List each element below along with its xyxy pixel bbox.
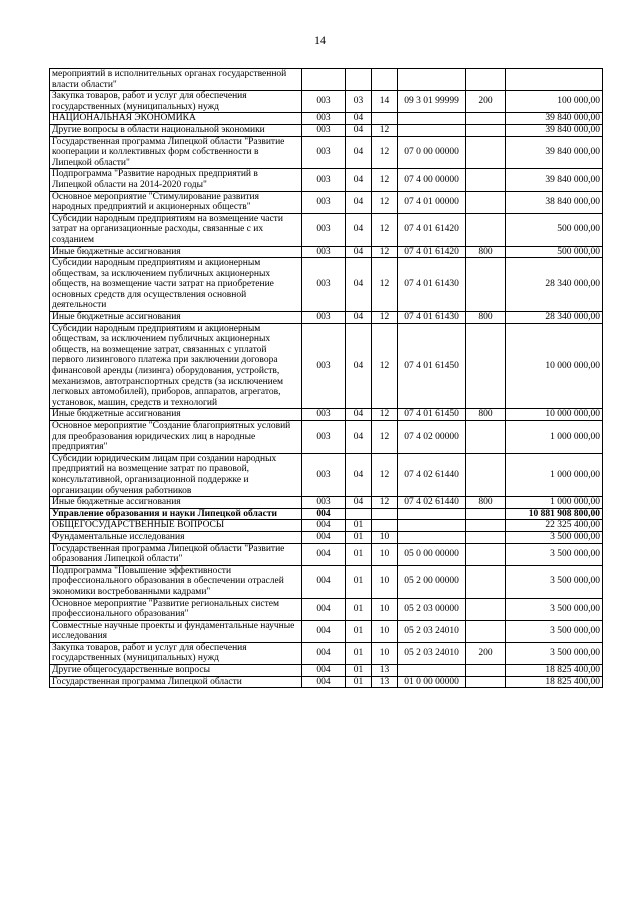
cell-expense-type: [466, 676, 506, 688]
cell-ministry-code: 004: [302, 620, 346, 642]
cell-section-code: 04: [346, 246, 372, 258]
cell-amount: 1 000 000,00: [506, 421, 603, 454]
page-number: 14: [314, 33, 326, 47]
table-row: [50, 508, 603, 520]
cell-ministry-code: 003: [302, 409, 346, 421]
cell-ministry-code: 003: [302, 312, 346, 324]
cell-name: Подпрограмма "Повышение эффективности профессионального образования в обеспечении отраслей экономики востребованными кадрами": [50, 565, 302, 598]
cell-section-code: 01: [346, 520, 372, 532]
cell-ministry-code: 003: [302, 169, 346, 191]
cell-ministry-code: 003: [302, 258, 346, 312]
cell-section-code: 04: [346, 497, 372, 509]
cell-target-article: [398, 124, 466, 136]
cell-subsection-code: 12: [372, 213, 398, 246]
cell-name: Иные бюджетные ассигнования: [50, 312, 302, 324]
cell-section-code: 04: [346, 191, 372, 213]
cell-name: Закупка товаров, работ и услуг для обеспечения государственных (муниципальных) нужд: [50, 642, 302, 664]
cell-ministry-code: 003: [302, 453, 346, 496]
cell-expense-type: [466, 113, 506, 125]
cell-expense-type: [466, 620, 506, 642]
cell-name: Иные бюджетные ассигнования: [50, 246, 302, 258]
cell-name: Фундаментальные исследования: [50, 531, 302, 543]
cell-target-article: 05 2 03 24010: [398, 642, 466, 664]
cell-section-code: 04: [346, 453, 372, 496]
table-row: [50, 676, 603, 688]
cell-amount: 100 000,00: [506, 91, 603, 113]
cell-ministry-code: 004: [302, 543, 346, 565]
cell-expense-type: [466, 421, 506, 454]
cell-subsection-code: 10: [372, 531, 398, 543]
cell-subsection-code: 12: [372, 246, 398, 258]
cell-target-article: 07 4 00 00000: [398, 169, 466, 191]
table-row: [50, 665, 603, 677]
cell-expense-type: [466, 258, 506, 312]
cell-subsection-code: 12: [372, 258, 398, 312]
cell-expense-type: [466, 508, 506, 520]
cell-target-article: 09 3 01 99999: [398, 91, 466, 113]
table-row: [50, 91, 603, 113]
cell-ministry-code: 003: [302, 421, 346, 454]
cell-section-code: 03: [346, 91, 372, 113]
cell-subsection-code: [372, 508, 398, 520]
cell-expense-type: [466, 124, 506, 136]
cell-amount: 3 500 000,00: [506, 565, 603, 598]
cell-amount: 3 500 000,00: [506, 543, 603, 565]
cell-target-article: 07 4 01 61430: [398, 258, 466, 312]
cell-section-code: 04: [346, 136, 372, 169]
cell-name: Субсидии народным предприятиям и акционерным обществам, за исключением публичных акционерных обществ, на возмещение части затрат на приобретение основных средств для осуществления основной деятельности: [50, 258, 302, 312]
cell-name: Другие вопросы в области национальной экономики: [50, 124, 302, 136]
cell-amount: 18 825 400,00: [506, 665, 603, 677]
cell-expense-type: [466, 136, 506, 169]
table-row: [50, 312, 603, 324]
table-row: [50, 531, 603, 543]
cell-name: Совместные научные проекты и фундаментальные научные исследования: [50, 620, 302, 642]
cell-target-article: 07 4 01 00000: [398, 191, 466, 213]
table-row: [50, 520, 603, 532]
table-row: [50, 453, 603, 496]
cell-expense-type: [466, 665, 506, 677]
cell-name: ОБЩЕГОСУДАРСТВЕННЫЕ ВОПРОСЫ: [50, 520, 302, 532]
cell-target-article: 07 4 01 61420: [398, 246, 466, 258]
cell-section-code: 04: [346, 409, 372, 421]
cell-expense-type: [466, 69, 506, 91]
cell-name: Субсидии народным предприятиям на возмещение части затрат на организационные расходы, связанные с их созданием: [50, 213, 302, 246]
cell-target-article: [398, 520, 466, 532]
cell-target-article: [398, 69, 466, 91]
table-row: [50, 421, 603, 454]
cell-ministry-code: 004: [302, 642, 346, 664]
cell-section-code: 01: [346, 598, 372, 620]
cell-subsection-code: 12: [372, 124, 398, 136]
cell-amount: 22 325 400,00: [506, 520, 603, 532]
cell-name: Иные бюджетные ассигнования: [50, 497, 302, 509]
cell-expense-type: 800: [466, 312, 506, 324]
cell-expense-type: [466, 598, 506, 620]
cell-section-code: 01: [346, 531, 372, 543]
cell-subsection-code: 13: [372, 676, 398, 688]
cell-amount: 39 840 000,00: [506, 169, 603, 191]
cell-subsection-code: 12: [372, 136, 398, 169]
cell-name: Иные бюджетные ассигнования: [50, 409, 302, 421]
cell-ministry-code: 003: [302, 246, 346, 258]
cell-section-code: 01: [346, 565, 372, 598]
cell-subsection-code: 10: [372, 598, 398, 620]
cell-amount: 39 840 000,00: [506, 113, 603, 125]
cell-name: Субсидии народным предприятиям и акционерным обществам, за исключением публичных акционерных обществ, на возмещение затрат, связанных с уплатой первого лизингового платежа при заключении договора финансовой аренды (лизинга) оборудования, устройств, механизмов, автотранспортных средств (за исключением легковых автомобилей), приборов, аппаратов, агрегатов, установок, машин, средств и технологий: [50, 323, 302, 409]
cell-section-code: 01: [346, 665, 372, 677]
cell-section-code: 01: [346, 642, 372, 664]
cell-expense-type: 800: [466, 246, 506, 258]
cell-target-article: 07 4 01 61450: [398, 409, 466, 421]
cell-expense-type: [466, 520, 506, 532]
cell-target-article: 07 4 02 61440: [398, 453, 466, 496]
cell-section-code: 04: [346, 421, 372, 454]
cell-subsection-code: [372, 520, 398, 532]
cell-subsection-code: 10: [372, 565, 398, 598]
cell-ministry-code: 004: [302, 665, 346, 677]
budget-table: [49, 68, 603, 688]
cell-expense-type: [466, 191, 506, 213]
cell-expense-type: 200: [466, 642, 506, 664]
cell-subsection-code: 12: [372, 323, 398, 409]
cell-amount: 39 840 000,00: [506, 124, 603, 136]
cell-name: Субсидии юридическим лицам при создании народных предприятий на возмещение затрат по правовой, консультативной, организационной поддержке и организации обучения работников: [50, 453, 302, 496]
cell-subsection-code: 12: [372, 497, 398, 509]
cell-ministry-code: 004: [302, 520, 346, 532]
cell-section-code: 04: [346, 213, 372, 246]
cell-name: Подпрограмма "Развитие народных предприятий в Липецкой области на 2014-2020 годы": [50, 169, 302, 191]
table-row: [50, 620, 603, 642]
cell-section-code: 04: [346, 323, 372, 409]
cell-target-article: 07 4 02 61440: [398, 497, 466, 509]
table-row: [50, 191, 603, 213]
cell-section-code: 01: [346, 676, 372, 688]
cell-subsection-code: 10: [372, 642, 398, 664]
cell-amount: 500 000,00: [506, 246, 603, 258]
cell-amount: 10 000 000,00: [506, 409, 603, 421]
cell-ministry-code: 004: [302, 598, 346, 620]
cell-expense-type: [466, 213, 506, 246]
cell-amount: 3 500 000,00: [506, 642, 603, 664]
cell-section-code: [346, 508, 372, 520]
cell-subsection-code: 12: [372, 169, 398, 191]
cell-amount: 28 340 000,00: [506, 258, 603, 312]
cell-ministry-code: 003: [302, 91, 346, 113]
cell-ministry-code: 003: [302, 136, 346, 169]
cell-expense-type: [466, 531, 506, 543]
cell-name: НАЦИОНАЛЬНАЯ ЭКОНОМИКА: [50, 113, 302, 125]
table-row: [50, 258, 603, 312]
cell-target-article: [398, 508, 466, 520]
cell-section-code: 04: [346, 258, 372, 312]
table-row: [50, 497, 603, 509]
cell-ministry-code: 004: [302, 508, 346, 520]
cell-subsection-code: 12: [372, 409, 398, 421]
cell-amount: 3 500 000,00: [506, 598, 603, 620]
cell-target-article: 05 2 03 00000: [398, 598, 466, 620]
cell-expense-type: 800: [466, 497, 506, 509]
cell-ministry-code: 003: [302, 213, 346, 246]
table-row: [50, 124, 603, 136]
cell-expense-type: [466, 323, 506, 409]
cell-target-article: 05 2 00 00000: [398, 565, 466, 598]
cell-subsection-code: [372, 113, 398, 125]
table-row: [50, 323, 603, 409]
cell-section-code: 01: [346, 543, 372, 565]
cell-ministry-code: 003: [302, 323, 346, 409]
cell-target-article: 07 0 00 00000: [398, 136, 466, 169]
cell-ministry-code: 004: [302, 565, 346, 598]
cell-section-code: [346, 69, 372, 91]
cell-subsection-code: 12: [372, 453, 398, 496]
cell-name: Другие общегосударственные вопросы: [50, 665, 302, 677]
cell-target-article: 05 0 00 00000: [398, 543, 466, 565]
cell-amount: 3 500 000,00: [506, 620, 603, 642]
cell-name: Основное мероприятие "Развитие региональных систем профессионального образования": [50, 598, 302, 620]
cell-name: Государственная программа Липецкой области "Развитие образования Липецкой области": [50, 543, 302, 565]
cell-subsection-code: 13: [372, 665, 398, 677]
cell-ministry-code: 003: [302, 124, 346, 136]
cell-amount: [506, 69, 603, 91]
cell-expense-type: [466, 543, 506, 565]
cell-target-article: 07 4 01 61430: [398, 312, 466, 324]
cell-target-article: 07 4 01 61420: [398, 213, 466, 246]
cell-amount: 3 500 000,00: [506, 531, 603, 543]
cell-section-code: 04: [346, 124, 372, 136]
cell-subsection-code: [372, 69, 398, 91]
cell-amount: 39 840 000,00: [506, 136, 603, 169]
cell-amount: 1 000 000,00: [506, 497, 603, 509]
table-row: [50, 565, 603, 598]
table-row: [50, 642, 603, 664]
cell-target-article: 07 4 02 00000: [398, 421, 466, 454]
cell-section-code: 04: [346, 169, 372, 191]
cell-name: Основное мероприятие "Стимулирование развития народных предприятий и акционерных обществ": [50, 191, 302, 213]
cell-subsection-code: 12: [372, 191, 398, 213]
cell-subsection-code: 10: [372, 543, 398, 565]
cell-subsection-code: 12: [372, 421, 398, 454]
cell-ministry-code: 004: [302, 531, 346, 543]
table-row: [50, 69, 603, 91]
cell-name: мероприятий в исполнительных органах государственной власти области": [50, 69, 302, 91]
cell-ministry-code: [302, 69, 346, 91]
table-row: [50, 598, 603, 620]
cell-subsection-code: 14: [372, 91, 398, 113]
cell-amount: 500 000,00: [506, 213, 603, 246]
table-row: [50, 136, 603, 169]
table-row: [50, 246, 603, 258]
cell-expense-type: 800: [466, 409, 506, 421]
table-row: [50, 543, 603, 565]
table-row: [50, 169, 603, 191]
cell-amount: 10 881 908 800,00: [506, 508, 603, 520]
cell-subsection-code: 12: [372, 312, 398, 324]
cell-amount: 18 825 400,00: [506, 676, 603, 688]
cell-section-code: 04: [346, 312, 372, 324]
cell-target-article: [398, 665, 466, 677]
cell-ministry-code: 003: [302, 191, 346, 213]
cell-expense-type: [466, 169, 506, 191]
cell-target-article: 07 4 01 61450: [398, 323, 466, 409]
cell-section-code: 04: [346, 113, 372, 125]
cell-expense-type: 200: [466, 91, 506, 113]
cell-expense-type: [466, 453, 506, 496]
cell-name: Управление образования и науки Липецкой области: [50, 508, 302, 520]
cell-amount: 38 840 000,00: [506, 191, 603, 213]
table-row: [50, 409, 603, 421]
cell-name: Государственная программа Липецкой области "Развитие кооперации и коллективных форм собственности в Липецкой области": [50, 136, 302, 169]
cell-expense-type: [466, 565, 506, 598]
table-row: [50, 213, 603, 246]
cell-amount: 1 000 000,00: [506, 453, 603, 496]
budget-table-body: [50, 69, 603, 688]
table-row: [50, 113, 603, 125]
cell-name: Основное мероприятие "Создание благоприятных условий для преобразования юридических лиц в народные предприятия": [50, 421, 302, 454]
cell-ministry-code: 004: [302, 676, 346, 688]
cell-amount: 28 340 000,00: [506, 312, 603, 324]
cell-subsection-code: 10: [372, 620, 398, 642]
cell-name: Государственная программа Липецкой области: [50, 676, 302, 688]
cell-target-article: 05 2 03 24010: [398, 620, 466, 642]
cell-target-article: 01 0 00 00000: [398, 676, 466, 688]
cell-ministry-code: 003: [302, 497, 346, 509]
cell-section-code: 01: [346, 620, 372, 642]
cell-ministry-code: 003: [302, 113, 346, 125]
cell-name: Закупка товаров, работ и услуг для обеспечения государственных (муниципальных) нужд: [50, 91, 302, 113]
cell-target-article: [398, 531, 466, 543]
cell-target-article: [398, 113, 466, 125]
cell-amount: 10 000 000,00: [506, 323, 603, 409]
